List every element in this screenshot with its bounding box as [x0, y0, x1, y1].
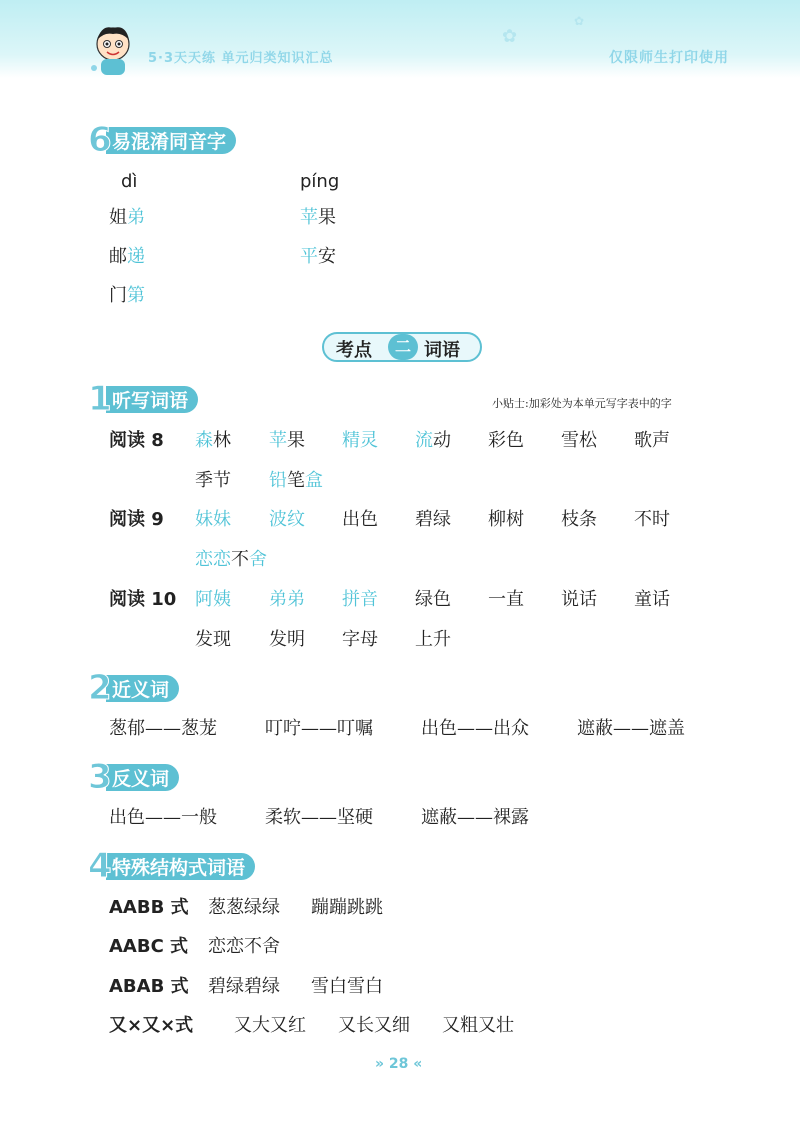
- synonym-pair: 叮咛——叮嘱: [265, 718, 373, 739]
- dictation-word: 碧绿: [415, 509, 451, 530]
- dictation-word: 发明: [269, 629, 305, 650]
- structure-word: 又粗又壮: [442, 1015, 514, 1036]
- section-4-heading: [88, 846, 255, 886]
- dictation-word: 森林: [195, 430, 231, 451]
- homophone-word: 邮递: [109, 246, 145, 267]
- dictation-word: 苹果: [269, 430, 305, 451]
- section-6-heading: [88, 120, 236, 160]
- structure-label: 又×又×式: [109, 1015, 194, 1036]
- section-title: 易混淆同音字: [106, 127, 236, 154]
- section-number: 1: [88, 379, 112, 419]
- dictation-word: 出色: [342, 509, 378, 530]
- dictation-word: 绿色: [415, 589, 451, 610]
- section-title: 特殊结构式词语: [106, 853, 255, 880]
- synonym-pair: 出色——出众: [421, 718, 529, 739]
- synonym-pair: 葱郁——葱茏: [109, 718, 217, 739]
- homophone-word: 苹果: [300, 207, 336, 228]
- homophone-word: 门第: [109, 285, 145, 306]
- dictation-word: 柳树: [488, 509, 524, 530]
- topic-banner: [322, 332, 482, 362]
- antonym-pair: 柔软——坚硬: [265, 807, 373, 828]
- right-arrow-icon: «: [413, 1056, 423, 1072]
- structure-word: 雪白雪白: [311, 976, 383, 997]
- dictation-word: 恋恋不舍: [195, 549, 267, 570]
- reading-label: 阅读 8: [109, 430, 164, 451]
- structure-word: 葱葱绿绿: [208, 897, 280, 918]
- dictation-word: 字母: [342, 629, 378, 650]
- dictation-word: 上升: [415, 629, 451, 650]
- section-number: 3: [88, 757, 112, 797]
- dictation-word: 波纹: [269, 509, 305, 530]
- dictation-word: 铅笔盒: [269, 470, 323, 491]
- dictation-word: 发现: [195, 629, 231, 650]
- dictation-word: 阿姨: [195, 589, 231, 610]
- structure-label: AABC 式: [109, 936, 189, 957]
- structure-word: 又大又红: [234, 1015, 306, 1036]
- section-number: 4: [88, 846, 112, 886]
- reading-label: 阅读 9: [109, 509, 164, 530]
- dictation-word: 季节: [195, 470, 231, 491]
- dictation-word: 不时: [634, 509, 670, 530]
- flower-icon: ✿: [574, 14, 585, 28]
- topic-label: 考点: [336, 340, 372, 361]
- dictation-word: 弟弟: [269, 589, 305, 610]
- topic-number: 二: [388, 334, 418, 360]
- structure-word: 又长又细: [338, 1015, 410, 1036]
- dictation-word: 拼音: [342, 589, 378, 610]
- structure-label: ABAB 式: [109, 976, 189, 997]
- tip-note: 小贴士:加彩处为本单元写字表中的字: [492, 397, 672, 410]
- section-number: 6: [88, 120, 112, 160]
- header-print-notice: 仅限师生打印使用: [609, 50, 729, 66]
- dictation-word: 歌声: [634, 430, 670, 451]
- synonym-pair: 遮蔽——遮盖: [577, 718, 685, 739]
- topic-title: 词语: [424, 340, 460, 361]
- dictation-word: 彩色: [488, 430, 524, 451]
- header-series-title: 5·3天天练 单元归类知识汇总: [148, 51, 334, 66]
- dictation-word: 流动: [415, 430, 451, 451]
- section-number: 2: [88, 668, 112, 708]
- dictation-word: 妹妹: [195, 509, 231, 530]
- structure-label: AABB 式: [109, 897, 189, 918]
- antonym-pair: 出色——一般: [109, 807, 217, 828]
- dictation-word: 精灵: [342, 430, 378, 451]
- section-3-heading: [88, 757, 179, 797]
- antonym-pair: 遮蔽——裸露: [421, 807, 529, 828]
- reading-label: 阅读 10: [109, 589, 177, 610]
- homophone-word: 平安: [300, 246, 336, 267]
- flower-icon: ✿: [502, 26, 518, 47]
- dictation-word: 枝条: [561, 509, 597, 530]
- section-title: 反义词: [106, 764, 179, 791]
- section-title: 近义词: [106, 675, 179, 702]
- homophone-word: 姐弟: [109, 207, 145, 228]
- pinyin-label: dì: [121, 171, 138, 192]
- page-header: [0, 0, 800, 78]
- page-number: [375, 1056, 422, 1072]
- mascot-icon: [88, 22, 138, 78]
- section-1-heading: [88, 379, 198, 419]
- page-number-value: 28: [388, 1056, 409, 1072]
- left-arrow-icon: »: [375, 1056, 385, 1072]
- section-2-heading: [88, 668, 179, 708]
- dictation-word: 一直: [488, 589, 524, 610]
- dictation-word: 说话: [561, 589, 597, 610]
- dictation-word: 童话: [634, 589, 670, 610]
- structure-word: 碧绿碧绿: [208, 976, 280, 997]
- section-title: 听写词语: [106, 386, 198, 413]
- pinyin-label: píng: [300, 171, 340, 192]
- dictation-word: 雪松: [561, 430, 597, 451]
- structure-word: 蹦蹦跳跳: [311, 897, 383, 918]
- structure-word: 恋恋不舍: [208, 936, 280, 957]
